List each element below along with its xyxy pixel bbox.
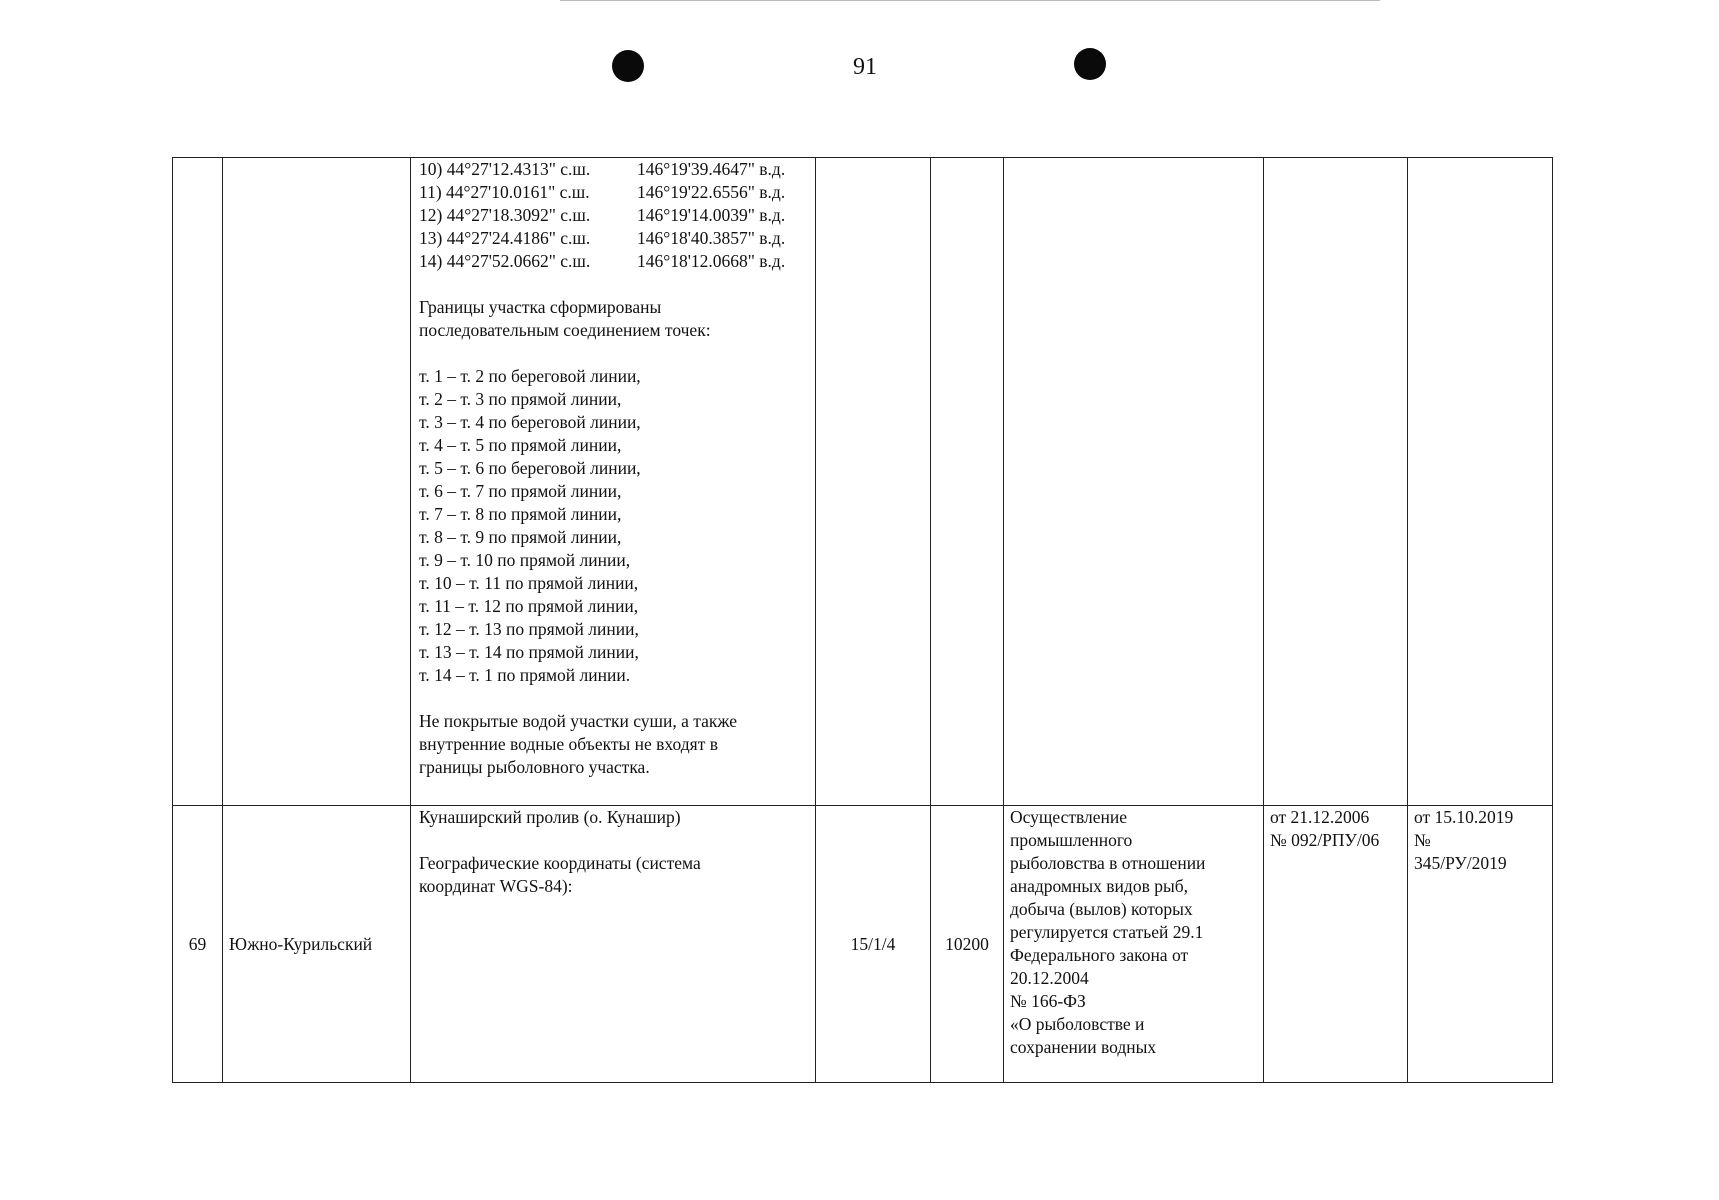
fishing-areas-table xyxy=(172,157,1553,1083)
boundary-segment: т. 11 – т. 12 по прямой линии, xyxy=(419,596,639,616)
boundary-segment: т. 2 – т. 3 по прямой линии, xyxy=(419,389,622,409)
boundary-segment: т. 4 – т. 5 по прямой линии, xyxy=(419,435,622,455)
number-cell xyxy=(173,158,223,806)
boundary-intro: Границы участка сформированы последовательным соединением точек: xyxy=(419,297,711,340)
location-name: Кунаширский пролив (о. Кунашир) xyxy=(419,807,681,827)
punch-hole xyxy=(612,50,644,82)
area-cell xyxy=(931,158,1004,806)
table-row xyxy=(173,806,1553,1083)
boundary-segments-list xyxy=(419,365,809,687)
code-cell xyxy=(816,158,931,806)
area-cell: 10200 xyxy=(931,806,1004,1083)
region-cell: Южно-Курильский xyxy=(223,806,411,1083)
description-cell xyxy=(411,806,816,1083)
boundary-segment: т. 8 – т. 9 по прямой линии, xyxy=(419,527,622,547)
region-cell xyxy=(223,158,411,806)
number-cell: 69 xyxy=(173,806,223,1083)
boundary-segment: т. 6 – т. 7 по прямой линии, xyxy=(419,481,622,501)
exclusion-note: Не покрытые водой участки суши, а также внутренние водные объекты не входят в границы рыболовного участка. xyxy=(419,711,737,777)
boundary-segment: т. 3 – т. 4 по береговой линии, xyxy=(419,412,641,432)
decision-cell xyxy=(1264,158,1408,806)
coordinates-list xyxy=(419,158,809,273)
boundary-segment: т. 13 – т. 14 по прямой линии, xyxy=(419,642,639,662)
boundary-segment: т. 12 – т. 13 по прямой линии, xyxy=(419,619,639,639)
coords-header: Географические координаты (система xyxy=(419,853,701,873)
code-cell: 15/1/4 xyxy=(816,806,931,1083)
purpose-cell: Осуществление промышленного рыболовства в отношении анадромных видов рыб, добыча (вылов) которых регулируется статьей 29.1 Федерального закона от 20.12.2004 № 166-ФЗ «О рыболовстве и сохранении водных xyxy=(1004,806,1264,1083)
punch-hole xyxy=(1074,48,1106,80)
page-number: 91 xyxy=(853,54,877,80)
coordinate-item: 12) 44°27'18.3092" с.ш. 146°19'14.0039" в.д. xyxy=(419,205,786,225)
coordinate-item: 10) 44°27'12.4313" с.ш. 146°19'39.4647" в.д. xyxy=(419,159,786,179)
coords-header: координат WGS-84): xyxy=(419,876,573,896)
decision-cell xyxy=(1408,158,1553,806)
coordinate-item: 14) 44°27'52.0662" с.ш. 146°18'12.0668" в.д. xyxy=(419,251,786,271)
coordinate-item: 11) 44°27'10.0161" с.ш. 146°19'22.6556" в.д. xyxy=(419,182,786,202)
boundary-segment: т. 1 – т. 2 по береговой линии, xyxy=(419,366,641,386)
decision-cell: от 15.10.2019 № 345/РУ/2019 xyxy=(1408,806,1553,1083)
boundary-segment: т. 10 – т. 11 по прямой линии, xyxy=(419,573,639,593)
boundary-segment: т. 7 – т. 8 по прямой линии, xyxy=(419,504,622,524)
boundary-segment: т. 5 – т. 6 по береговой линии, xyxy=(419,458,641,478)
top-edge-line xyxy=(560,0,1380,1)
table-row xyxy=(173,158,1553,806)
boundary-segment: т. 14 – т. 1 по прямой линии. xyxy=(419,665,631,685)
description-cell xyxy=(411,158,816,806)
boundary-segment: т. 9 – т. 10 по прямой линии, xyxy=(419,550,631,570)
coordinate-item: 13) 44°27'24.4186" с.ш. 146°18'40.3857" в.д. xyxy=(419,228,786,248)
decision-cell: от 21.12.2006 № 092/РПУ/06 xyxy=(1264,806,1408,1083)
purpose-cell xyxy=(1004,158,1264,806)
